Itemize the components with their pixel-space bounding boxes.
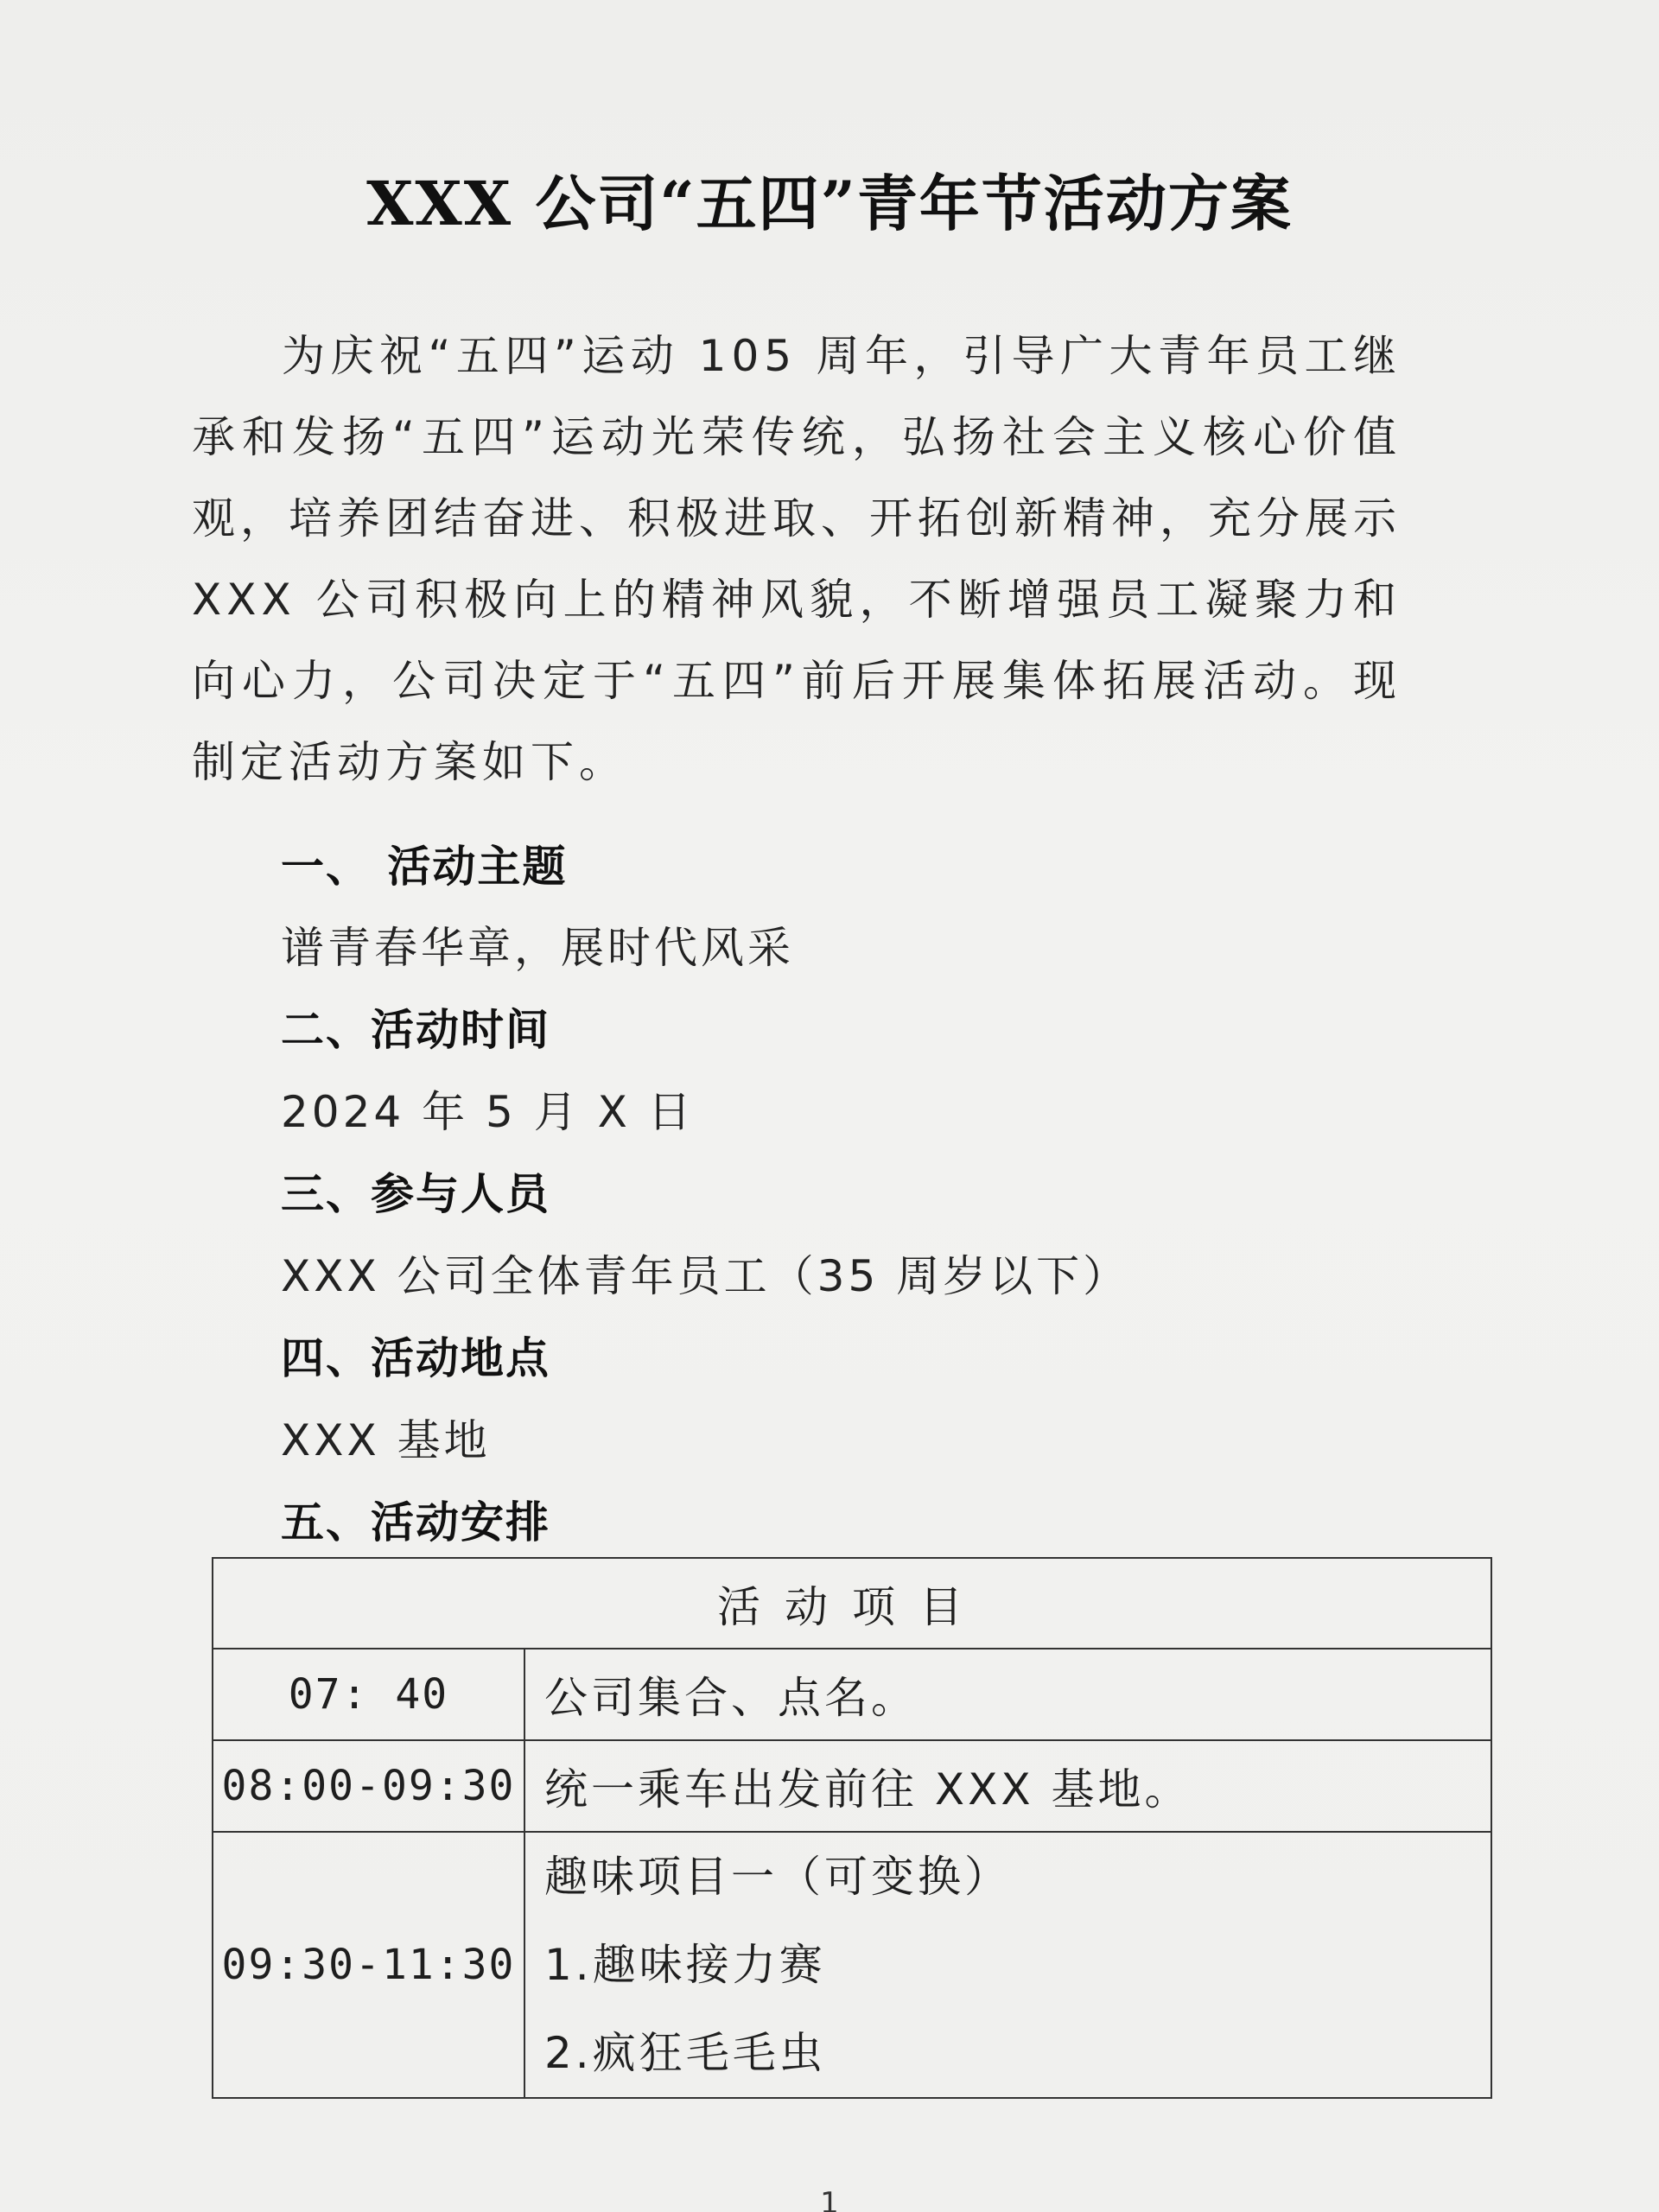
- section-heading-schedule: 五、活动安排: [281, 1497, 550, 1548]
- schedule-time: 09:30-11:30: [213, 1832, 524, 2098]
- schedule-activity: 公司集合、点名。: [524, 1649, 1491, 1740]
- schedule-activity: 统一乘车出发前往 XXX 基地。: [524, 1740, 1491, 1832]
- section-heading-time: 二、活动时间: [281, 1005, 550, 1055]
- schedule-time: 07: 40: [213, 1649, 524, 1740]
- section-content-time: 2024 年 5 月 X 日: [281, 1087, 695, 1137]
- section-heading-location: 四、活动地点: [281, 1333, 550, 1383]
- schedule-row: [213, 1832, 1491, 2098]
- schedule-activity: 1.趣味接力赛: [544, 1940, 826, 1990]
- schedule-activity-list: [524, 1832, 1491, 2098]
- page-number: 1: [820, 2186, 839, 2212]
- section-content-theme: 谱青春华章，展时代风采: [281, 923, 794, 973]
- schedule-activity: 2.疯狂毛毛虫: [544, 2028, 826, 2078]
- document-title: XXX 公司“五四”青年节活动方案: [366, 168, 1293, 239]
- schedule-row: [213, 1649, 1491, 1740]
- schedule-table: [212, 1557, 1492, 2099]
- section-heading-theme: 一、 活动主题: [281, 842, 568, 892]
- section-heading-participants: 三、参与人员: [281, 1169, 550, 1219]
- schedule-row: [213, 1740, 1491, 1832]
- section-content-location: XXX 基地: [281, 1415, 491, 1465]
- intro-paragraph: 为庆祝“五四”运动 105 周年，引导广大青年员工继承和发扬“五四”运动光荣传统，弘扬社会主义核心价值观，培养团结奋进、积极进取、开拓创新精神，充分展示 XXX 公司积极向上的精神风貌，不断增强员工凝聚力和向心力，公司决定于“五四”前后开展集体拓展活动。现制定活动方案如下。: [192, 331, 1402, 787]
- section-content-participants: XXX 公司全体青年员工（35 周岁以下）: [281, 1251, 1130, 1301]
- schedule-time: 08:00-09:30: [213, 1740, 524, 1832]
- schedule-activity: 趣味项目一（可变换）: [544, 1852, 1011, 1902]
- schedule-header: 活动项目: [213, 1558, 1491, 1649]
